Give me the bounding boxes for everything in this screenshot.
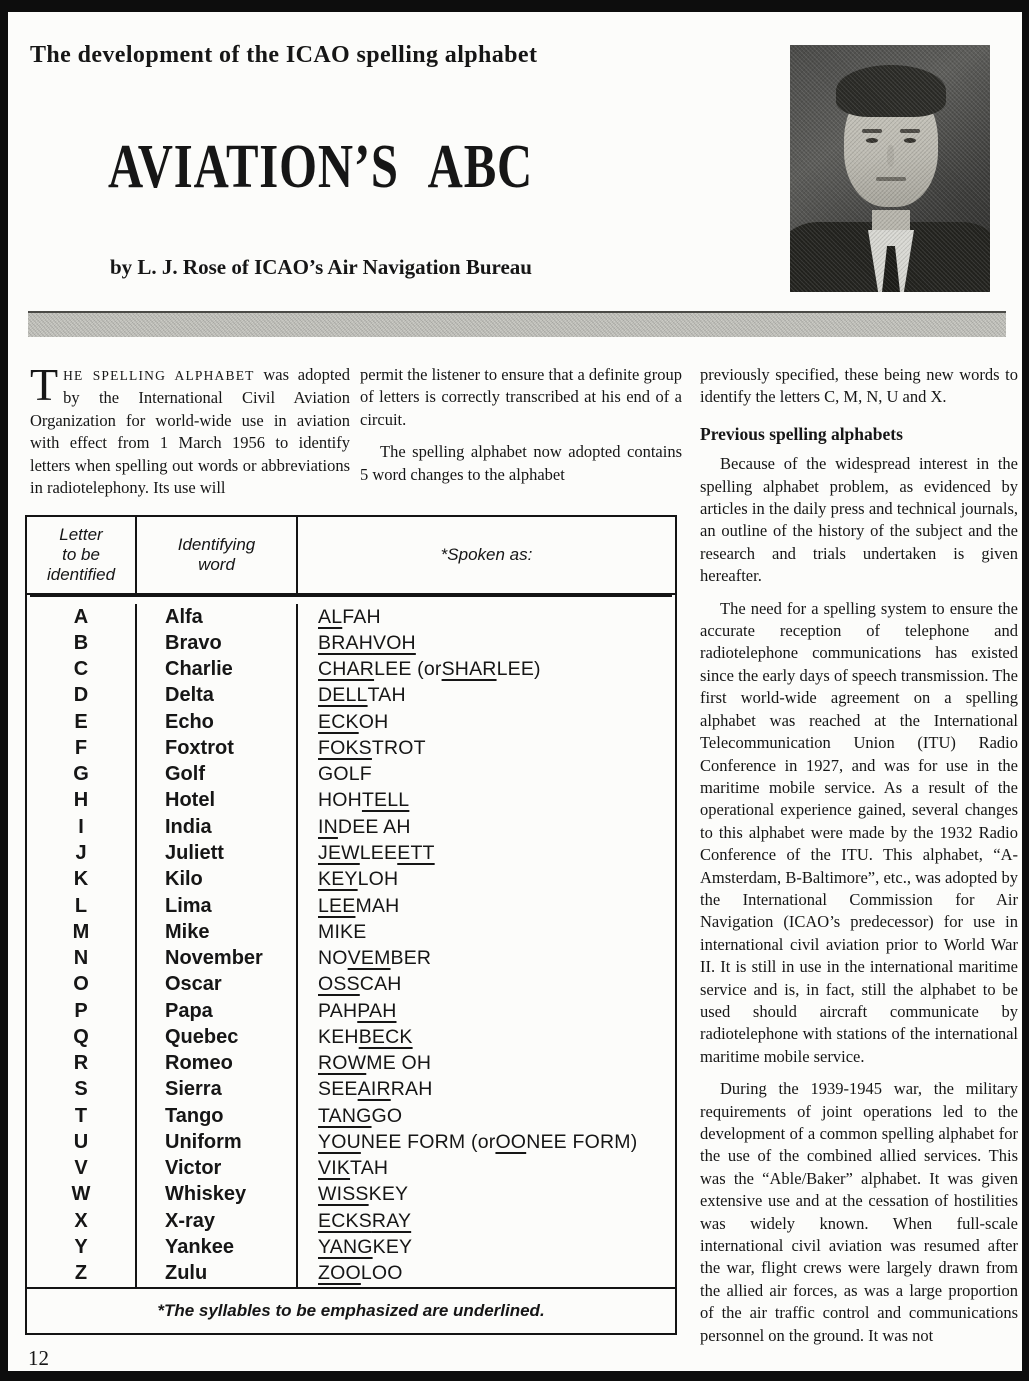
syllable: MIKE xyxy=(318,920,367,943)
table-header-line: Identifying xyxy=(177,535,256,554)
syllable: KEH xyxy=(318,1025,359,1048)
paragraph: previously specified, these being new words to identify the letters C, M, N, U and X. xyxy=(700,365,1018,407)
identifying-word-cell: Papa xyxy=(135,998,298,1024)
spoken-as-cell xyxy=(298,657,675,683)
table-row xyxy=(27,1234,675,1260)
body-column-2 xyxy=(360,364,682,486)
lead-smallcaps: HE SPELLING ALPHABET xyxy=(63,368,255,383)
body-column-3 xyxy=(700,364,1018,1347)
paragraph xyxy=(30,359,350,499)
syllable: CAH xyxy=(359,973,402,996)
table-header-letter xyxy=(27,517,135,593)
table-row xyxy=(27,945,675,971)
syllable: OH xyxy=(358,710,389,733)
table-row xyxy=(27,630,675,656)
table-row xyxy=(27,840,675,866)
paragraph: permit the listener to ensure that a definite group of letters is correctly transcribed at his end of a circuit. xyxy=(360,365,682,429)
identifying-word-cell: Victor xyxy=(135,1156,298,1182)
spoken-as-cell xyxy=(298,604,675,630)
identifying-word-cell: Kilo xyxy=(135,867,298,893)
table-row xyxy=(27,762,675,788)
syllable: NO xyxy=(318,947,348,970)
letter-cell: W xyxy=(71,1183,91,1206)
photo-eyebrow xyxy=(900,129,920,133)
table-row xyxy=(27,1182,675,1208)
table-header-line: identified xyxy=(46,565,116,584)
table-row xyxy=(27,1103,675,1129)
spoken-as-cell xyxy=(298,788,675,814)
table-body xyxy=(27,595,675,1287)
table-row xyxy=(27,788,675,814)
emphasized-syllable: VEM xyxy=(347,947,391,970)
photo-neck xyxy=(872,210,910,236)
identifying-word-cell: Foxtrot xyxy=(135,735,298,761)
spoken-as-cell xyxy=(298,998,675,1024)
spoken-as-cell xyxy=(298,1261,675,1287)
identifying-word-cell: Lima xyxy=(135,893,298,919)
identifying-word-cell: November xyxy=(135,945,298,971)
letter-cell: K xyxy=(73,868,89,891)
table-header-line: to be xyxy=(62,545,100,564)
photo-tie xyxy=(882,246,900,292)
identifying-word-cell: Juliett xyxy=(135,840,298,866)
letter-cell: P xyxy=(74,999,88,1022)
spelling-alphabet-table xyxy=(25,515,677,1335)
emphasized-syllable: WISS xyxy=(318,1183,369,1206)
paragraph: During the 1939-1945 war, the military requirements of joint operations led to the development of a common spelling alphabet for the use of the combined allied services. This was the “Able/Baker” alphabet. It was given extensive use and at the cessation of hostilities was widely known. When full-scale international civil aviation was resumed after the war, flight crews were largely drawn from the allied air forces, as was a large proportion of the air traffic control and communications personnel on the ground. It was not xyxy=(700,1079,1018,1345)
spoken-as-cell xyxy=(298,1182,675,1208)
emphasized-syllable: FOKS xyxy=(318,736,372,759)
emphasized-syllable: ZOO xyxy=(318,1262,361,1285)
identifying-word-cell: Romeo xyxy=(135,1051,298,1077)
emphasized-syllable: TANG xyxy=(318,1104,372,1127)
letter-cell: B xyxy=(73,631,89,654)
letter-cell: Y xyxy=(74,1236,88,1258)
emphasized-syllable: ROW xyxy=(318,1052,367,1075)
spoken-as-cell xyxy=(298,735,675,761)
syllable: MAH xyxy=(355,894,400,917)
emphasized-syllable: TELL xyxy=(361,789,410,812)
syllable: LOO xyxy=(360,1262,403,1285)
syllable: LOH xyxy=(357,868,399,891)
letter-cell: J xyxy=(75,842,87,865)
spoken-as-cell xyxy=(298,1051,675,1077)
spoken-as-cell xyxy=(298,1103,675,1129)
table-row xyxy=(27,1024,675,1050)
identifying-word-cell: Oscar xyxy=(135,972,298,998)
emphasized-syllable: DELL xyxy=(318,684,368,707)
identifying-word-cell: India xyxy=(135,814,298,840)
emphasized-syllable: VOH xyxy=(372,631,416,654)
identifying-word-cell: Zulu xyxy=(135,1261,298,1287)
article-byline: by L. J. Rose of ICAO’s Air Navigation Bureau xyxy=(110,255,532,279)
identifying-word-cell: Tango xyxy=(135,1103,298,1129)
letter-cell: T xyxy=(74,1104,88,1127)
emphasized-syllable: AIR xyxy=(357,1078,391,1101)
letter-cell: A xyxy=(73,605,89,628)
emphasized-syllable: CHAR xyxy=(318,658,375,681)
emphasized-syllable: KEY xyxy=(318,868,358,891)
table-row xyxy=(27,709,675,735)
photo-nose xyxy=(887,145,894,167)
table-row xyxy=(27,1261,675,1287)
spoken-as-cell xyxy=(298,972,675,998)
syllable: DEE AH xyxy=(337,815,411,838)
emphasized-syllable: YANG xyxy=(318,1236,373,1258)
spoken-as-cell xyxy=(298,1024,675,1050)
emphasized-syllable: OO xyxy=(495,1130,527,1153)
spoken-as-cell xyxy=(298,1156,675,1182)
table-row xyxy=(27,735,675,761)
emphasized-syllable: IN xyxy=(318,815,338,838)
paragraph: The need for a spelling system to ensure the accurate reception of telephone and radiotelephone communications has existed since the early days of speech transmission. The first world-wide agreement on a spelling alphabet was reached at the International Telecommunication Union (ITU) Radio Conference in 1927, and was for use in the maritime mobile service. As a result of the operational experience gained, several changes to this alphabet were made by the 1932 Radio Conference of the ITU. This alphabet, “A-Amsterdam, B-Baltimore”, etc., was adopted by the International Commission for Air Navigation (ICAO’s predecessor) for use in international civil aviation prior to World War II. It is still in use in the international maritime service and is, in fact, still the alphabet to be used should aircraft communicate by radiotelephone with stations of the international maritime mobile service. xyxy=(700,598,1018,1066)
table-row xyxy=(27,1129,675,1155)
spoken-as-cell xyxy=(298,919,675,945)
letter-cell: V xyxy=(74,1157,88,1180)
spoken-as-cell xyxy=(298,683,675,709)
identifying-word-cell: Charlie xyxy=(135,657,298,683)
table-header-line: *Spoken as: xyxy=(440,545,533,564)
identifying-word-cell: Alfa xyxy=(135,604,298,630)
photo-mouth xyxy=(876,177,906,181)
emphasized-syllable: VIK xyxy=(318,1157,351,1180)
table-header-line: word xyxy=(198,555,235,574)
identifying-word-cell: Hotel xyxy=(135,788,298,814)
table-row xyxy=(27,683,675,709)
syllable: FAH xyxy=(342,605,381,628)
syllable: NEE FORM (or xyxy=(360,1130,496,1153)
syllable: KEY xyxy=(372,1236,413,1258)
syllable: LEE (or xyxy=(374,658,442,681)
letter-cell: Z xyxy=(74,1262,88,1285)
emphasized-syllable: AL xyxy=(318,605,343,628)
emphasized-syllable: SHAR xyxy=(441,658,497,681)
spoken-as-cell xyxy=(298,945,675,971)
table-row xyxy=(27,1208,675,1234)
letter-cell: F xyxy=(74,736,88,759)
table-row xyxy=(27,867,675,893)
table-row xyxy=(27,1051,675,1077)
spoken-as-cell xyxy=(298,1234,675,1260)
syllable: RAH xyxy=(390,1078,433,1101)
letter-cell: O xyxy=(73,973,89,996)
section-heading: Previous spelling alphabets xyxy=(700,423,903,444)
emphasized-syllable: RAY xyxy=(371,1209,412,1232)
photo-eyebrow xyxy=(862,129,882,133)
table-row xyxy=(27,1077,675,1103)
spoken-as-cell xyxy=(298,1077,675,1103)
emphasized-syllable: OSS xyxy=(318,973,360,996)
letter-cell: U xyxy=(73,1130,89,1153)
syllable: TAH xyxy=(350,1157,389,1180)
letter-cell: C xyxy=(73,658,89,681)
emphasized-syllable: JEW xyxy=(318,842,360,865)
letter-cell: Q xyxy=(73,1025,89,1048)
syllable: ME OH xyxy=(366,1052,432,1075)
emphasized-syllable: BECK xyxy=(358,1025,413,1048)
photo-face xyxy=(844,81,938,207)
identifying-word-cell: Sierra xyxy=(135,1077,298,1103)
emphasized-syllable: PAH xyxy=(357,999,397,1022)
table-row xyxy=(27,814,675,840)
drop-cap: T xyxy=(30,359,59,410)
paragraph-text: was adopted by the International Civil Aviation Organization for world-wide use in aviation with effect from 1 March 1956 to identify letters when spelling out words or abbreviations in radiotelephony. Its use will xyxy=(30,365,350,498)
letter-cell: H xyxy=(73,789,89,812)
spoken-as-cell xyxy=(298,630,675,656)
emphasized-syllable: ETT xyxy=(397,842,435,865)
spoken-as-cell xyxy=(298,709,675,735)
spoken-as-cell xyxy=(298,1208,675,1234)
table-header-spoken-as xyxy=(298,517,675,593)
syllable: LEE xyxy=(359,842,398,865)
table-row xyxy=(27,972,675,998)
photo-eye xyxy=(904,138,916,143)
emphasized-syllable: LEE xyxy=(318,894,356,917)
letter-cell: E xyxy=(74,710,88,733)
table-row xyxy=(27,893,675,919)
table-header-identifying-word xyxy=(135,517,298,593)
letter-cell: R xyxy=(73,1052,89,1075)
syllable: LEE) xyxy=(496,658,541,681)
table-header-line: Letter xyxy=(59,525,103,544)
spoken-as-cell xyxy=(298,840,675,866)
syllable: GO xyxy=(371,1104,403,1127)
letter-cell: L xyxy=(74,894,88,917)
emphasized-syllable: ECKS xyxy=(318,1209,372,1232)
article-kicker: The development of the ICAO spelling alphabet xyxy=(30,42,538,68)
identifying-word-cell: Echo xyxy=(135,709,298,735)
table-row xyxy=(27,657,675,683)
identifying-word-cell: Uniform xyxy=(135,1129,298,1155)
letter-cell: G xyxy=(73,763,89,786)
photo-shirt xyxy=(868,230,914,292)
syllable: PAH xyxy=(318,999,358,1022)
emphasized-syllable: ECK xyxy=(318,710,359,733)
syllable: BER xyxy=(390,947,432,970)
identifying-word-cell: Whiskey xyxy=(135,1182,298,1208)
paragraph: The spelling alphabet now adopted contains 5 word changes to the alphabet xyxy=(360,442,682,484)
spoken-as-cell xyxy=(298,893,675,919)
spoken-as-cell xyxy=(298,814,675,840)
letter-cell: X xyxy=(74,1209,88,1232)
syllable: TROT xyxy=(371,736,426,759)
body-column-1 xyxy=(30,359,350,499)
syllable: SEE xyxy=(318,1078,358,1101)
photo-shoulders xyxy=(790,222,990,292)
table-header-row xyxy=(27,517,675,595)
identifying-word-cell: Bravo xyxy=(135,630,298,656)
author-photo xyxy=(790,45,990,292)
emphasized-syllable: BRAH xyxy=(318,631,373,654)
syllable: TAH xyxy=(367,684,406,707)
identifying-word-cell: Mike xyxy=(135,919,298,945)
identifying-word-cell: X-ray xyxy=(135,1208,298,1234)
syllable: GOLF xyxy=(318,763,372,786)
table-row xyxy=(27,998,675,1024)
spoken-as-cell xyxy=(298,762,675,788)
syllable: NEE FORM) xyxy=(526,1130,638,1153)
table-row xyxy=(27,919,675,945)
article-title: AVIATION’S ABC xyxy=(108,131,534,202)
table-footnote: *The syllables to be emphasized are underlined. xyxy=(27,1287,675,1333)
table-row xyxy=(27,604,675,630)
letter-cell: I xyxy=(78,815,84,838)
letter-cell: S xyxy=(74,1078,88,1101)
page-number: 12 xyxy=(28,1346,49,1370)
decorative-rule xyxy=(28,311,1006,337)
paragraph: Because of the widespread interest in the spelling alphabet problem, as evidenced by articles in the daily press and technical journals, an outline of the history of the subject and the research and trials undertaken is given hereafter. xyxy=(700,454,1018,586)
letter-cell: N xyxy=(73,947,89,970)
table-row xyxy=(27,1156,675,1182)
identifying-word-cell: Quebec xyxy=(135,1024,298,1050)
spoken-as-cell xyxy=(298,1129,675,1155)
identifying-word-cell: Yankee xyxy=(135,1234,298,1260)
photo-eye xyxy=(866,138,878,143)
identifying-word-cell: Delta xyxy=(135,683,298,709)
syllable: KEY xyxy=(368,1183,409,1206)
letter-cell: M xyxy=(72,920,90,943)
letter-cell: D xyxy=(73,684,89,707)
emphasized-syllable: YOU xyxy=(318,1130,361,1153)
identifying-word-cell: Golf xyxy=(135,762,298,788)
spoken-as-cell xyxy=(298,867,675,893)
syllable: HOH xyxy=(318,789,362,812)
photo-hair xyxy=(836,65,946,117)
